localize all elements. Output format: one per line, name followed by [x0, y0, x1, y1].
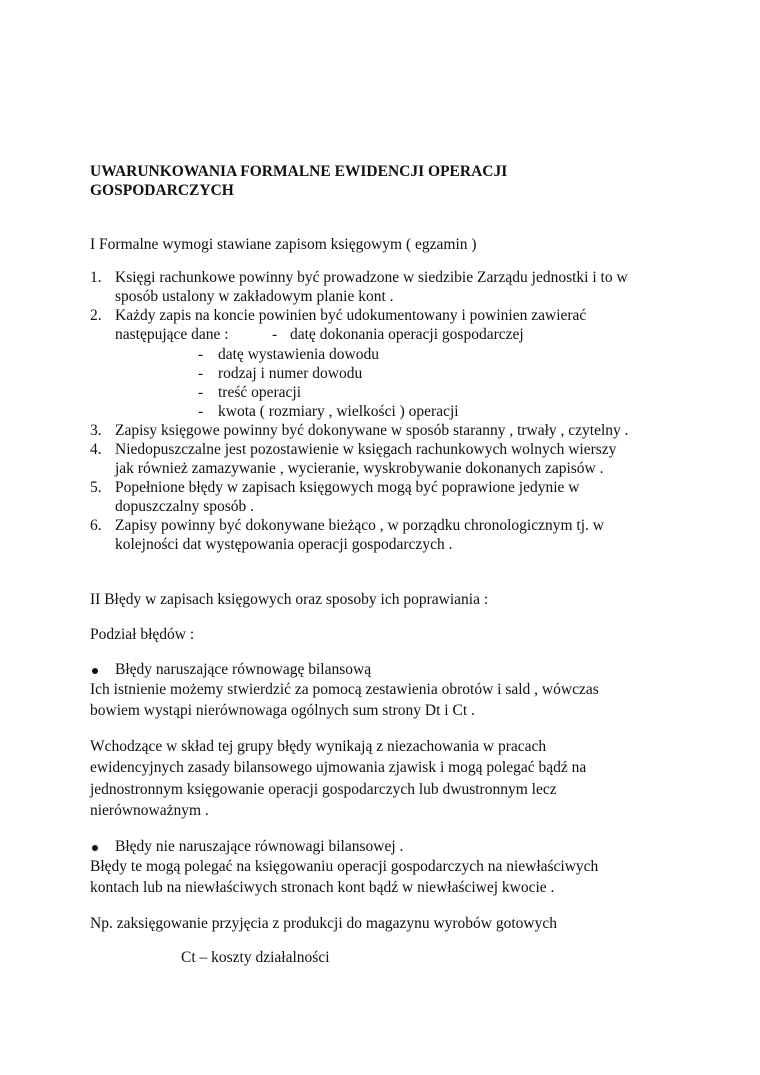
division-heading: Podział błędów :: [90, 626, 195, 643]
list-item-text: jak również zamazywanie , wycieranie, wyskrobywanie dokonanych zapisów .: [115, 460, 604, 477]
paragraph-line: Ich istnienie możemy stwierdzić za pomocą zestawienia obrotów i sald , wówczas: [90, 681, 599, 698]
bullet-label: Błędy nie naruszające równowagi bilansowej .: [115, 838, 404, 855]
sublist-dash: -: [198, 384, 204, 401]
paragraph-line: Błędy te mogą polegać na księgowaniu operacji gospodarczych na niewłaściwych: [90, 858, 599, 875]
list-item-text: Księgi rachunkowe powinny być prowadzone w siedzibie Zarządu jednostki i to w: [115, 269, 628, 286]
section-2-heading: II Błędy w zapisach księgowych oraz sposoby ich poprawiania :: [90, 591, 489, 608]
list-item-text: Popełnione błędy w zapisach księgowych mogą być poprawione jedynie w: [115, 479, 580, 496]
paragraph-line: ewidencyjnych zasady bilansowego ujmowania zjawisk i mogą polegać bądź na: [90, 759, 587, 776]
paragraph-line: bowiem wystąpi nierównowaga ogólnych sum strony Dt i Ct .: [90, 702, 475, 719]
sublist-item: kwota ( rozmiary , wielkości ) operacji: [218, 403, 459, 420]
example-line: Np. zaksięgowanie przyjęcia z produkcji do magazynu wyrobów gotowych: [90, 915, 558, 932]
sublist-item: rodzaj i numer dowodu: [218, 365, 363, 382]
paragraph-line: kontach lub na niewłaściwych stronach kont bądź w niewłaściwej kwocie .: [90, 879, 555, 896]
list-item-number: 1.: [90, 269, 102, 286]
sublist-dash: -: [198, 365, 204, 382]
list-item-text: Zapisy powinny być dokonywane bieżąco , w porządku chronologicznym tj. w: [115, 517, 604, 534]
page-title-line-2: GOSPODARCZYCH: [90, 182, 234, 199]
list-item-text: Niedopuszczalne jest pozostawienie w księgach rachunkowych wolnych wierszy: [115, 441, 617, 458]
sublist-item: treść operacji: [218, 384, 302, 401]
list-item-text: kolejności dat występowania operacji gospodarczych .: [115, 536, 453, 553]
example-entry: Ct – koszty działalności: [181, 949, 330, 966]
list-item-number: 3.: [90, 422, 102, 439]
list-item-number: 6.: [90, 517, 102, 534]
list-item-text: dopuszczalny sposób .: [115, 498, 255, 515]
sublist-dash: -: [198, 403, 204, 420]
bullet-icon: [92, 668, 98, 674]
paragraph-line: jednostronnym księgowanie operacji gospodarczych lub dwustronnym lecz: [90, 781, 557, 798]
sublist-item: datę dokonania operacji gospodarczej: [290, 326, 524, 343]
list-item-number: 5.: [90, 479, 102, 496]
sublist-dash: -: [272, 326, 278, 343]
list-item-number: 4.: [90, 441, 102, 458]
section-1-heading: I Formalne wymogi stawiane zapisom księgowym ( egzamin ): [90, 236, 477, 253]
sublist-item: datę wystawienia dowodu: [218, 346, 379, 363]
list-item-number: 2.: [90, 307, 102, 324]
page-title-line-1: UWARUNKOWANIA FORMALNE EWIDENCJI OPERACJI: [90, 163, 508, 180]
paragraph-line: nierównoważnym .: [90, 802, 209, 819]
list-item-text: sposób ustalony w zakładowym planie kont .: [115, 288, 394, 305]
bullet-label: Błędy naruszające równowagę bilansową: [115, 661, 372, 678]
list-item-text: następujące dane :: [115, 326, 229, 343]
sublist-dash: -: [198, 346, 204, 363]
paragraph-line: Wchodzące w skład tej grupy błędy wynikają z niezachowania w pracach: [90, 738, 547, 755]
list-item-text: Zapisy księgowe powinny być dokonywane w sposób staranny , trwały , czytelny .: [115, 422, 629, 439]
bullet-icon: [92, 845, 98, 851]
list-item-text: Każdy zapis na koncie powinien być udokumentowany i powinien zawierać: [115, 307, 587, 324]
